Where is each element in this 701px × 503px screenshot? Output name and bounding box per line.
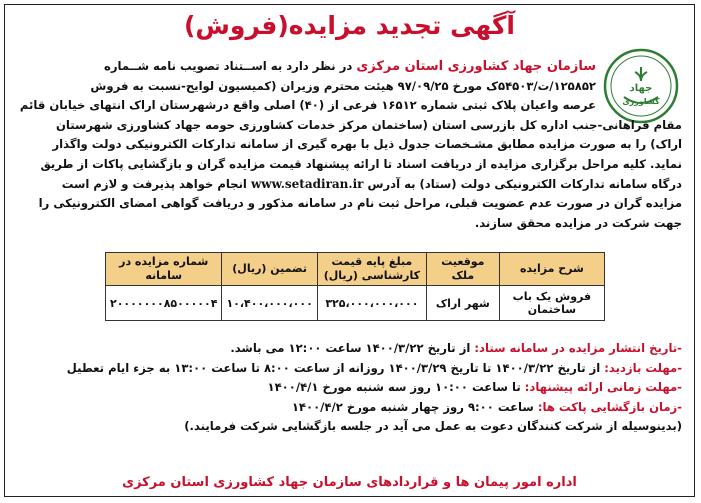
body-line-3: عرصه واعیان پلاک ثبتی شماره ۱۶۵۱۲ فرعی از (۴۰) اصلی واقع درشهرستان اراک انتهای خیابان قائم: [19, 98, 596, 113]
auction-table: [105, 252, 605, 321]
schedule-list: [17, 339, 682, 437]
cell-location: شهر اراک: [426, 286, 499, 321]
schedule-deadline-text: تا ساعت ۱۰:۰۰ روز سه شنبه مورخ ۱۴۰۰/۴/۱: [267, 380, 525, 394]
header-base-price: مبلغ پایه قیمت کارشناسی (ریال): [317, 253, 426, 286]
header-auction-number: شماره مزایده در سامانه: [106, 253, 222, 286]
schedule-deadline-label: -مهلت زمانی ارائه پیشنهاد:: [524, 380, 682, 394]
notice-frame: [4, 4, 695, 497]
logo-text-bottom: کشاورزی: [622, 97, 660, 106]
body-line-7a: درگاه سامانه تدارکات الکترونیکی دولت (ستاد) به آدرس: [363, 176, 682, 191]
schedule-visit-label: -مهلت بازدید:: [604, 360, 682, 375]
notice-title: آگهی تجدید مزایده(فروش): [184, 11, 515, 40]
schedule-opening-label: -زمان بازگشایی پاکت ها:: [537, 399, 682, 414]
schedule-opening-text: ساعت ۹:۰۰ روز چهار شنبه مورخ ۱۴۰۰/۴/۲: [291, 399, 538, 414]
schedule-publish: [17, 339, 682, 359]
body-line-2: ۱۲۵۸۵۲/ت/۵۴۵۰۳ک مورخ ۹۷/۰۹/۲۵ هیئت محترم وزیران (کمیسیون لوایح-نسبت به فروش: [90, 78, 596, 93]
body-line-9: جهت شرکت در مزایده محقق سازند.: [474, 215, 682, 230]
notice-body: [17, 57, 682, 233]
cell-base-price: ۳۲۵،۰۰۰،۰۰۰،۰۰۰: [317, 286, 426, 321]
schedule-deadline: [17, 378, 682, 398]
schedule-publish-label: -تاریخ انتشار مزایده در سامانه ستاد:: [474, 341, 682, 355]
website-link[interactable]: www.setadiran.ir: [250, 176, 364, 191]
cell-guarantee: ۱۰،۴۰۰،۰۰۰،۰۰۰: [222, 286, 317, 321]
schedule-publish-text: از تاریخ ۱۴۰۰/۳/۲۲ ساعت ۱۲:۰۰ می باشد.: [230, 341, 475, 355]
body-line-4: مقام فراهانی-جنب اداره کل بازرسی استان (ساختمان مرکز خدمات کشاورزی حومه جهاد کشاورزی شهرستان: [55, 117, 682, 132]
table-header-row: [106, 253, 605, 286]
table-row: [106, 286, 605, 321]
body-line-1-text: در نظر دارد به اســتناد تصویب نامه شــماره: [104, 59, 357, 73]
logo-text-top: جهاد: [629, 83, 653, 94]
body-line-7b: انجام خواهد پذیرفت و لازم است: [61, 176, 251, 191]
header-description: شرح مزایده: [499, 253, 604, 286]
footer-signature: اداره امور پیمان ها و قراردادهای سازمان جهاد کشاورزی استان مرکزی: [122, 475, 577, 490]
cell-auction-number: ۲۰۰۰۰۰۰۰۸۵۰۰۰۰۰۴: [106, 286, 222, 321]
schedule-visit-text: از تاریخ ۱۴۰۰/۳/۲۲ تا تاریخ ۱۴۰۰/۳/۲۹ روزانه از ساعت ۸:۰۰ تا ساعت ۱۳:۰۰ به جزء ایام تعطیل: [66, 360, 605, 375]
body-line-8: مزایده گران در صورت عدم عضویت قبلی، مراحل ثبت نام در سامانه مذکور و دریافت گواهی امضای الکترونیکی را: [38, 196, 682, 211]
organization-name: سازمان جهاد کشاورزی استان مرکزی: [356, 59, 596, 74]
schedule-visit: [17, 359, 682, 379]
body-line-1: [17, 57, 682, 77]
body-line-7: [17, 175, 682, 195]
cell-description: فروش یک باب ساختمان: [499, 286, 604, 321]
schedule-invitation: [17, 417, 682, 437]
schedule-invitation-text: (بدینوسیله از شرکت کنندگان دعوت به عمل می آید در جلسه بازگشایی شرکت فرمایند.): [184, 419, 682, 433]
header-guarantee: تضمین (ریال): [222, 253, 317, 286]
header-location: موقعیت ملک: [426, 253, 499, 286]
body-line-6: نماید. کلیه مراحل برگزاری مزایده از دریافت اسناد تا ارائه پیشنهاد قیمت مزایده گران و بازگشایی پاکات از طریق: [40, 156, 682, 171]
schedule-opening: [17, 398, 682, 418]
body-line-5: اراک) را به صورت مزایده مطابق مشـخصات جدول ذیل با بهره گیری از سامانه تدارکات الکترونیکی دولت واگذار: [52, 137, 682, 152]
